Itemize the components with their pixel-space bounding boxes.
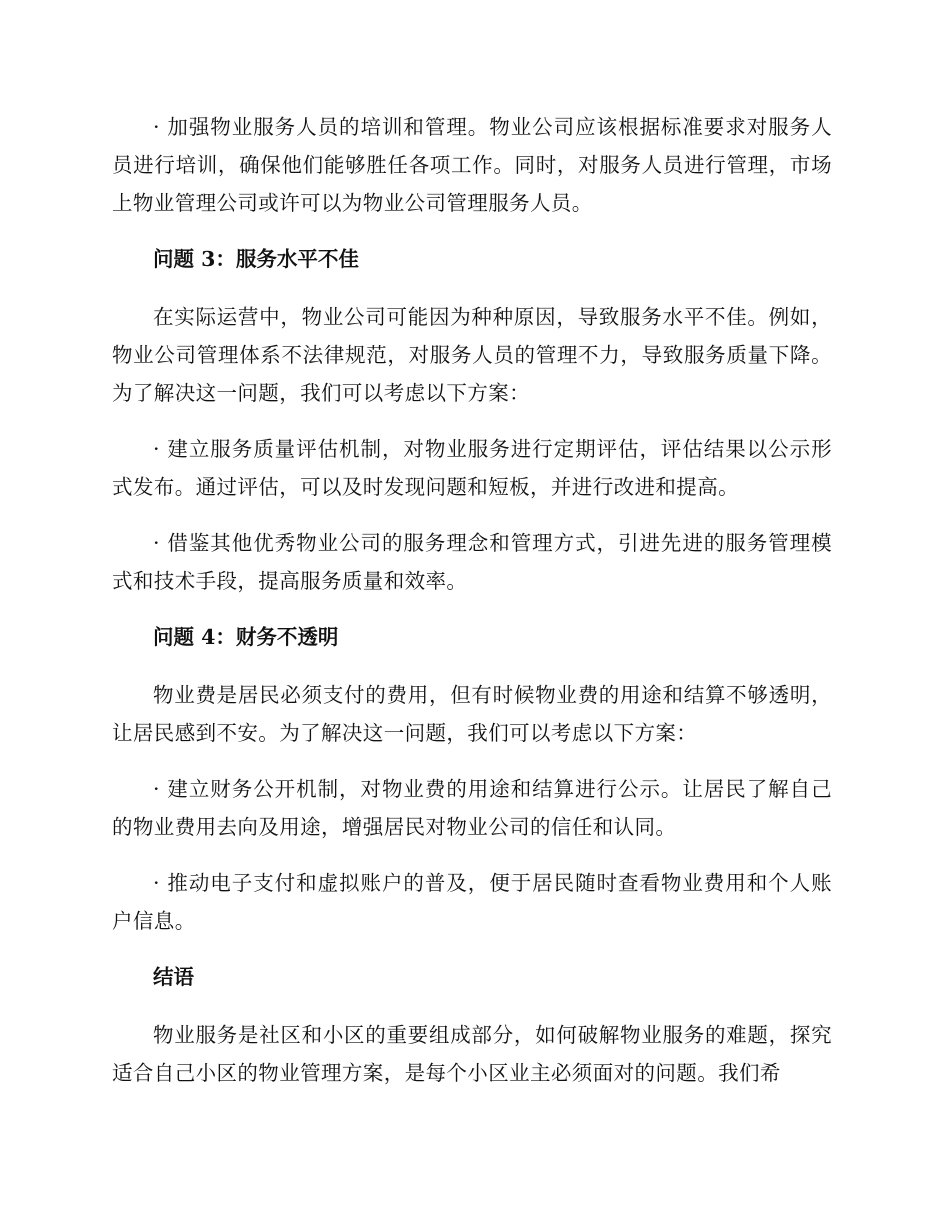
section-heading-problem-4: 问题 4：财务不透明 (153, 625, 339, 649)
bullet-paragraph-learn-from-others: · 借鉴其他优秀物业公司的服务理念和管理方式，引进先进的服务管理模式和技术手段，提高服务质量和效率。 (112, 531, 832, 593)
bullet-paragraph-electronic-payment: · 推动电子支付和虚拟账户的普及，便于居民随时查看物业费用和个人账户信息。 (112, 871, 832, 933)
section-heading-problem-3: 问题 3：服务水平不佳 (153, 247, 359, 271)
bullet-paragraph-quality-evaluation: · 建立服务质量评估机制，对物业服务进行定期评估，评估结果以公示形式发布。通过评估，可以及时发现问题和短板，并进行改进和提高。 (112, 437, 832, 499)
paragraph-finance-transparency: 物业费是居民必须支付的费用，但有时候物业费的用途和结算不够透明，让居民感到不安。为了解决这一问题，我们可以考虑以下方案： (112, 683, 832, 745)
bullet-paragraph-staff-training: · 加强物业服务人员的培训和管理。物业公司应该根据标准要求对服务人员进行培训，确保他们能够胜任各项工作。同时，对服务人员进行管理，市场上物业管理公司或许可以为物业公司管理服务人员。 (112, 115, 832, 215)
bullet-paragraph-financial-disclosure: · 建立财务公开机制，对物业费的用途和结算进行公示。让居民了解自己的物业费用去向及用途，增强居民对物业公司的信任和认同。 (112, 777, 832, 839)
paragraph-service-level: 在实际运营中，物业公司可能因为种种原因，导致服务水平不佳。例如，物业公司管理体系不法律规范，对服务人员的管理不力，导致服务质量下降。为了解决这一问题，我们可以考虑以下方案： (112, 305, 832, 405)
section-heading-conclusion: 结语 (153, 965, 194, 989)
document-page (112, 108, 832, 1110)
paragraph-conclusion: 物业服务是社区和小区的重要组成部分，如何破解物业服务的难题，探究适合自己小区的物业管理方案，是每个小区业主必须面对的问题。我们希 (112, 1023, 832, 1085)
